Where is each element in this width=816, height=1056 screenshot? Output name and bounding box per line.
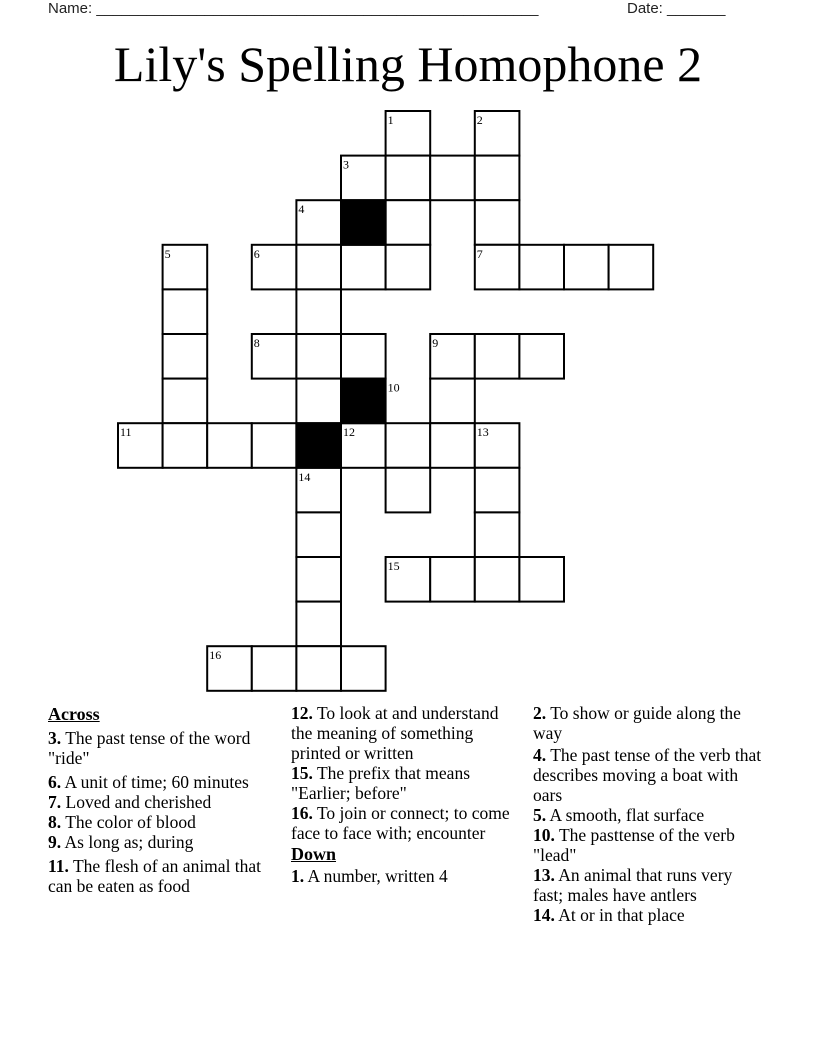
black-cell-r7-c4 <box>296 423 341 468</box>
grid-cell-r7-c2[interactable] <box>207 423 252 468</box>
grid-cell-r3-c10[interactable] <box>564 245 609 290</box>
clue-across-9: 9. As long as; during <box>48 832 194 852</box>
grid-cell-r3-c4[interactable] <box>296 245 341 290</box>
grid-cell-r10-c9[interactable] <box>519 557 564 602</box>
clue-across-12: 12. To look at and understand the meaning of something printed or written <box>291 703 499 763</box>
black-cell-r6-c5 <box>341 379 386 424</box>
grid-cell-r2-c6[interactable] <box>386 200 431 245</box>
clue-down-13: 13. An animal that runs very fast; males have antlers <box>533 865 733 905</box>
grid-cell-r10-c7[interactable] <box>430 557 475 602</box>
grid-cell-r1-c7[interactable] <box>430 156 475 201</box>
grid-cell-r3-c9[interactable] <box>519 245 564 290</box>
clue-down-14: 14. At or in that place <box>533 905 685 925</box>
page-title: Lily's Spelling Homophone 2 <box>113 36 703 92</box>
grid-cell-r7-c6[interactable] <box>386 423 431 468</box>
grid-cell-r3-c5[interactable] <box>341 245 386 290</box>
grid-cell-r8-c6[interactable] <box>386 468 431 513</box>
clue-number-8: 8 <box>253 336 260 350</box>
grid-cell-r5-c4[interactable] <box>296 334 341 379</box>
grid-cell-r12-c5[interactable] <box>341 646 386 691</box>
clue-number-15: 15 <box>387 559 400 573</box>
grid-cell-r10-c4[interactable] <box>296 557 341 602</box>
grid-cell-r11-c4[interactable] <box>296 602 341 647</box>
grid-cell-r5-c1[interactable] <box>163 334 208 379</box>
grid-cell-r4-c1[interactable] <box>163 289 208 334</box>
clue-down-4: 4. The past tense of the verb that describes moving a boat with oars <box>533 745 762 805</box>
grid-cell-r12-c3[interactable] <box>252 646 297 691</box>
grid-cell-r8-c8[interactable] <box>475 468 520 513</box>
clue-number-2: 2 <box>476 113 483 127</box>
clue-number-7: 7 <box>476 246 483 261</box>
clue-across-15: 15. The prefix that means "Earlier; before" <box>291 763 471 803</box>
clue-number-10: 10 <box>387 380 400 395</box>
grid-cell-r5-c5[interactable] <box>341 334 386 379</box>
clue-down-2: 2. To show or guide along the way <box>533 703 741 743</box>
clue-number-9: 9 <box>432 336 439 350</box>
grid-cell-r2-c8[interactable] <box>475 200 520 245</box>
clue-across-7: 7. Loved and cherished <box>48 792 212 812</box>
grid-cell-r6-c1[interactable] <box>163 379 208 424</box>
grid-cell-r5-c8[interactable] <box>475 334 520 379</box>
grid-cell-r7-c1[interactable] <box>163 423 208 468</box>
grid-cell-r1-c8[interactable] <box>475 156 520 201</box>
grid-cell-r10-c8[interactable] <box>475 557 520 602</box>
grid-cell-r9-c8[interactable] <box>475 512 520 557</box>
clue-across-11: 11. The flesh of an animal that can be eaten as food <box>48 856 262 896</box>
name-field-label: Name: _____________________________________________________ <box>48 0 539 17</box>
grid-cell-r5-c9[interactable] <box>519 334 564 379</box>
grid-cell-r7-c3[interactable] <box>252 423 297 468</box>
clue-column-3 <box>533 703 765 925</box>
clue-across-6: 6. A unit of time; 60 minutes <box>48 772 249 792</box>
clue-across-3: 3. The past tense of the word "ride" <box>48 728 251 768</box>
clue-number-5: 5 <box>164 246 171 261</box>
clue-column-2 <box>291 703 521 886</box>
grid-cell-r3-c11[interactable] <box>609 245 654 290</box>
clue-down-5: 5. A smooth, flat surface <box>533 805 705 825</box>
across-heading: Across <box>48 704 100 724</box>
grid-cell-r4-c4[interactable] <box>296 289 341 334</box>
grid-cell-r3-c6[interactable] <box>386 245 431 290</box>
clue-number-13: 13 <box>476 425 489 440</box>
clue-number-6: 6 <box>253 246 260 261</box>
date-field-label: Date: _______ <box>627 0 726 17</box>
clue-number-12: 12 <box>343 425 355 440</box>
grid-cell-r6-c7[interactable] <box>430 379 475 424</box>
down-heading: Down <box>291 844 337 864</box>
clue-down-1: 1. A number, written 4 <box>291 866 448 886</box>
clue-column-1 <box>48 703 273 896</box>
clue-number-3: 3 <box>343 157 349 172</box>
clue-number-1: 1 <box>387 113 394 127</box>
clue-across-16: 16. To join or connect; to come face to face with; encounter <box>291 803 510 843</box>
clue-across-8: 8. The color of blood <box>48 812 196 832</box>
black-cell-r2-c5 <box>341 200 386 245</box>
clue-number-11: 11 <box>120 425 132 440</box>
grid-cell-r6-c4[interactable] <box>296 379 341 424</box>
grid-cell-r1-c6[interactable] <box>386 156 431 201</box>
grid-cell-r7-c7[interactable] <box>430 423 475 468</box>
clue-number-16: 16 <box>209 648 222 663</box>
grid-cell-r9-c4[interactable] <box>296 512 341 557</box>
clue-number-4: 4 <box>298 202 305 217</box>
grid-cell-r12-c4[interactable] <box>296 646 341 691</box>
clue-down-10: 10. The pasttense of the verb "lead" <box>533 825 735 865</box>
clue-number-14: 14 <box>298 469 311 484</box>
